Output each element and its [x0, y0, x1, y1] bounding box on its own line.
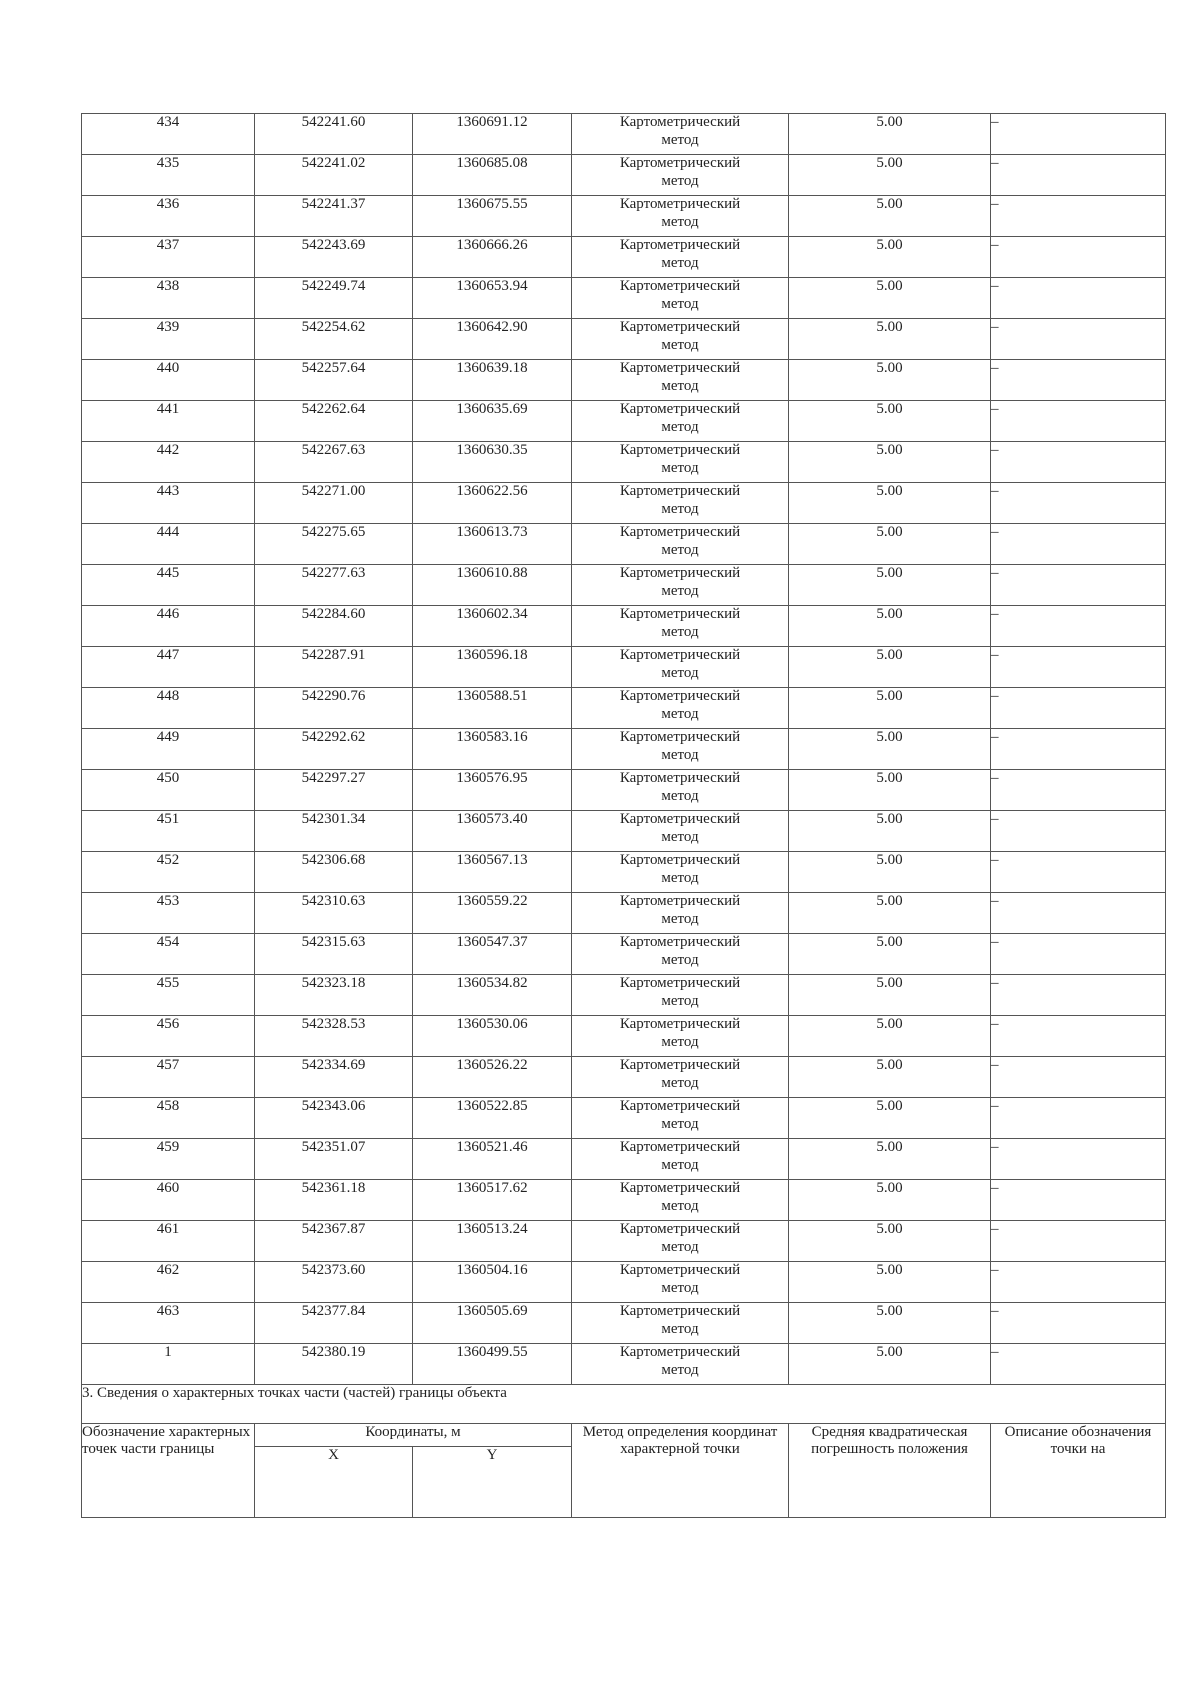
point-number-cell: 451	[82, 811, 255, 852]
header-row-1	[82, 1424, 1166, 1447]
method-text: Картометрический	[619, 852, 741, 868]
method-text: Картометрический	[619, 155, 741, 171]
table-row	[82, 1344, 1166, 1385]
method-text-continuation: метод	[661, 829, 699, 845]
method-text-continuation: метод	[661, 1198, 699, 1214]
table-row	[82, 770, 1166, 811]
method-text-continuation: метод	[661, 993, 699, 1009]
method-text: Картометрический	[619, 770, 741, 786]
table-row	[82, 319, 1166, 360]
description-cell: –	[991, 1139, 1166, 1180]
method-text: Картометрический	[619, 319, 741, 335]
table-row	[82, 360, 1166, 401]
point-number-cell: 458	[82, 1098, 255, 1139]
point-number-cell: 457	[82, 1057, 255, 1098]
x-coordinate-cell: 542277.63	[255, 565, 413, 606]
error-cell: 5.00	[789, 237, 991, 278]
table-row	[82, 196, 1166, 237]
y-coordinate-cell: 1360691.12	[413, 114, 572, 155]
description-cell: –	[991, 1057, 1166, 1098]
error-cell: 5.00	[789, 606, 991, 647]
table-row	[82, 1139, 1166, 1180]
description-cell: –	[991, 1221, 1166, 1262]
point-number-cell: 446	[82, 606, 255, 647]
method-text: Картометрический	[619, 647, 741, 663]
y-header: Y	[413, 1447, 572, 1518]
method-text: Картометрический	[619, 237, 741, 253]
point-number-cell: 441	[82, 401, 255, 442]
table-row	[82, 852, 1166, 893]
point-number-cell: 448	[82, 688, 255, 729]
method-text-continuation: метод	[661, 255, 699, 271]
method-cell	[572, 401, 789, 442]
method-cell	[572, 278, 789, 319]
method-cell	[572, 360, 789, 401]
description-cell: –	[991, 1016, 1166, 1057]
x-coordinate-cell: 542301.34	[255, 811, 413, 852]
method-cell	[572, 1180, 789, 1221]
table-row	[82, 1180, 1166, 1221]
table-row	[82, 278, 1166, 319]
y-coordinate-cell: 1360666.26	[413, 237, 572, 278]
x-coordinate-cell: 542243.69	[255, 237, 413, 278]
method-text: Картометрический	[619, 1016, 741, 1032]
section-title-row	[82, 1385, 1166, 1424]
y-coordinate-cell: 1360559.22	[413, 893, 572, 934]
y-coordinate-cell: 1360635.69	[413, 401, 572, 442]
error-cell: 5.00	[789, 524, 991, 565]
description-cell: –	[991, 524, 1166, 565]
error-cell: 5.00	[789, 729, 991, 770]
error-cell: 5.00	[789, 770, 991, 811]
coordinates-header: Координаты, м	[255, 1424, 572, 1447]
x-coordinate-cell: 542310.63	[255, 893, 413, 934]
x-coordinate-cell: 542249.74	[255, 278, 413, 319]
y-coordinate-cell: 1360583.16	[413, 729, 572, 770]
x-coordinate-cell: 542306.68	[255, 852, 413, 893]
point-number-cell: 439	[82, 319, 255, 360]
method-text: Картометрический	[619, 278, 741, 294]
y-coordinate-cell: 1360622.56	[413, 483, 572, 524]
y-coordinate-cell: 1360596.18	[413, 647, 572, 688]
x-coordinate-cell: 542361.18	[255, 1180, 413, 1221]
description-cell: –	[991, 852, 1166, 893]
x-coordinate-cell: 542323.18	[255, 975, 413, 1016]
error-cell: 5.00	[789, 1221, 991, 1262]
method-cell	[572, 1016, 789, 1057]
description-cell: –	[991, 483, 1166, 524]
point-number-cell: 463	[82, 1303, 255, 1344]
y-coordinate-cell: 1360653.94	[413, 278, 572, 319]
method-text-continuation: метод	[661, 337, 699, 353]
table-row	[82, 483, 1166, 524]
x-coordinate-cell: 542267.63	[255, 442, 413, 483]
y-coordinate-cell: 1360522.85	[413, 1098, 572, 1139]
point-number-cell: 438	[82, 278, 255, 319]
error-cell: 5.00	[789, 975, 991, 1016]
method-cell	[572, 319, 789, 360]
y-coordinate-cell: 1360504.16	[413, 1262, 572, 1303]
y-coordinate-cell: 1360505.69	[413, 1303, 572, 1344]
description-cell: –	[991, 196, 1166, 237]
point-number-cell: 456	[82, 1016, 255, 1057]
method-text: Картометрический	[619, 1303, 741, 1319]
method-text: Картометрический	[619, 524, 741, 540]
error-cell: 5.00	[789, 893, 991, 934]
point-number-cell: 447	[82, 647, 255, 688]
table-row	[82, 893, 1166, 934]
description-cell: –	[991, 647, 1166, 688]
y-coordinate-cell: 1360576.95	[413, 770, 572, 811]
section-title: 3. Сведения о характерных точках части (частей) границы объекта	[82, 1385, 1166, 1424]
error-cell: 5.00	[789, 360, 991, 401]
x-header: X	[255, 1447, 413, 1518]
method-text: Картометрический	[619, 1098, 741, 1114]
method-cell	[572, 1098, 789, 1139]
method-text: Картометрический	[619, 483, 741, 499]
method-text: Картометрический	[619, 975, 741, 991]
method-text-continuation: метод	[661, 1239, 699, 1255]
method-cell	[572, 1344, 789, 1385]
method-cell	[572, 647, 789, 688]
y-coordinate-cell: 1360534.82	[413, 975, 572, 1016]
error-cell: 5.00	[789, 196, 991, 237]
method-cell	[572, 606, 789, 647]
point-number-cell: 462	[82, 1262, 255, 1303]
error-cell: 5.00	[789, 114, 991, 155]
x-coordinate-cell: 542257.64	[255, 360, 413, 401]
y-coordinate-cell: 1360547.37	[413, 934, 572, 975]
description-cell: –	[991, 401, 1166, 442]
point-number-cell: 436	[82, 196, 255, 237]
error-cell: 5.00	[789, 319, 991, 360]
error-cell: 5.00	[789, 1057, 991, 1098]
y-coordinate-cell: 1360573.40	[413, 811, 572, 852]
method-text-continuation: метод	[661, 747, 699, 763]
y-coordinate-cell: 1360521.46	[413, 1139, 572, 1180]
error-cell: 5.00	[789, 565, 991, 606]
x-coordinate-cell: 542262.64	[255, 401, 413, 442]
method-text-continuation: метод	[661, 624, 699, 640]
method-text-continuation: метод	[661, 706, 699, 722]
error-cell: 5.00	[789, 442, 991, 483]
y-coordinate-cell: 1360567.13	[413, 852, 572, 893]
table-row	[82, 1221, 1166, 1262]
method-text: Картометрический	[619, 565, 741, 581]
method-text-continuation: метод	[661, 378, 699, 394]
description-cell: –	[991, 1344, 1166, 1385]
point-number-cell: 449	[82, 729, 255, 770]
error-cell: 5.00	[789, 1344, 991, 1385]
table-row	[82, 647, 1166, 688]
point-number-cell: 444	[82, 524, 255, 565]
method-text-continuation: метод	[661, 952, 699, 968]
table-row	[82, 114, 1166, 155]
table-row	[82, 975, 1166, 1016]
point-label-header: Обозначение характерных точек части границы	[82, 1424, 255, 1518]
method-cell	[572, 442, 789, 483]
y-coordinate-cell: 1360588.51	[413, 688, 572, 729]
method-text: Картометрический	[619, 1344, 741, 1360]
method-text: Картометрический	[619, 1221, 741, 1237]
x-coordinate-cell: 542241.02	[255, 155, 413, 196]
x-coordinate-cell: 542297.27	[255, 770, 413, 811]
x-coordinate-cell: 542351.07	[255, 1139, 413, 1180]
point-number-cell: 443	[82, 483, 255, 524]
error-cell: 5.00	[789, 1016, 991, 1057]
method-cell	[572, 1139, 789, 1180]
x-coordinate-cell: 542275.65	[255, 524, 413, 565]
method-text-continuation: метод	[661, 1280, 699, 1296]
x-coordinate-cell: 542373.60	[255, 1262, 413, 1303]
method-text: Картометрический	[619, 934, 741, 950]
x-coordinate-cell: 542292.62	[255, 729, 413, 770]
method-text-continuation: метод	[661, 1034, 699, 1050]
method-cell	[572, 483, 789, 524]
x-coordinate-cell: 542334.69	[255, 1057, 413, 1098]
point-number-cell: 450	[82, 770, 255, 811]
point-number-cell: 440	[82, 360, 255, 401]
point-number-cell: 1	[82, 1344, 255, 1385]
x-coordinate-cell: 542284.60	[255, 606, 413, 647]
description-cell: –	[991, 729, 1166, 770]
x-coordinate-cell: 542328.53	[255, 1016, 413, 1057]
description-cell: –	[991, 278, 1166, 319]
method-cell	[572, 114, 789, 155]
method-cell	[572, 1262, 789, 1303]
point-number-cell: 461	[82, 1221, 255, 1262]
method-cell	[572, 893, 789, 934]
method-header: Метод определения координат характерной точки	[572, 1424, 789, 1518]
point-number-cell: 434	[82, 114, 255, 155]
method-cell	[572, 770, 789, 811]
x-coordinate-cell: 542271.00	[255, 483, 413, 524]
point-number-cell: 455	[82, 975, 255, 1016]
y-coordinate-cell: 1360630.35	[413, 442, 572, 483]
method-cell	[572, 811, 789, 852]
description-cell: –	[991, 811, 1166, 852]
method-text: Картометрический	[619, 401, 741, 417]
table-row	[82, 524, 1166, 565]
description-cell: –	[991, 319, 1166, 360]
table-row	[82, 1057, 1166, 1098]
error-cell: 5.00	[789, 1262, 991, 1303]
method-cell	[572, 852, 789, 893]
x-coordinate-cell: 542377.84	[255, 1303, 413, 1344]
point-number-cell: 445	[82, 565, 255, 606]
x-coordinate-cell: 542287.91	[255, 647, 413, 688]
x-coordinate-cell: 542343.06	[255, 1098, 413, 1139]
method-text-continuation: метод	[661, 1362, 699, 1378]
y-coordinate-cell: 1360499.55	[413, 1344, 572, 1385]
table-row	[82, 401, 1166, 442]
error-cell: 5.00	[789, 852, 991, 893]
table-row	[82, 688, 1166, 729]
method-text-continuation: метод	[661, 1157, 699, 1173]
method-cell	[572, 934, 789, 975]
table-row	[82, 1016, 1166, 1057]
method-cell	[572, 975, 789, 1016]
coordinates-table	[81, 113, 1166, 1518]
method-text-continuation: метод	[661, 665, 699, 681]
method-text: Картометрический	[619, 688, 741, 704]
point-number-cell: 435	[82, 155, 255, 196]
y-coordinate-cell: 1360526.22	[413, 1057, 572, 1098]
method-text: Картометрический	[619, 1057, 741, 1073]
y-coordinate-cell: 1360639.18	[413, 360, 572, 401]
method-text-continuation: метод	[661, 173, 699, 189]
x-coordinate-cell: 542290.76	[255, 688, 413, 729]
point-number-cell: 437	[82, 237, 255, 278]
method-cell	[572, 1221, 789, 1262]
description-cell: –	[991, 155, 1166, 196]
method-text: Картометрический	[619, 1139, 741, 1155]
table-row	[82, 1303, 1166, 1344]
error-cell: 5.00	[789, 1180, 991, 1221]
table-body	[82, 114, 1166, 1385]
description-cell: –	[991, 1262, 1166, 1303]
y-coordinate-cell: 1360675.55	[413, 196, 572, 237]
error-cell: 5.00	[789, 647, 991, 688]
table-row	[82, 565, 1166, 606]
method-cell	[572, 688, 789, 729]
y-coordinate-cell: 1360517.62	[413, 1180, 572, 1221]
point-number-cell: 453	[82, 893, 255, 934]
method-text-continuation: метод	[661, 214, 699, 230]
description-cell: –	[991, 565, 1166, 606]
table-row	[82, 729, 1166, 770]
x-coordinate-cell: 542241.37	[255, 196, 413, 237]
method-cell	[572, 155, 789, 196]
method-text: Картометрический	[619, 729, 741, 745]
method-text-continuation: метод	[661, 542, 699, 558]
error-cell: 5.00	[789, 278, 991, 319]
method-cell	[572, 196, 789, 237]
x-coordinate-cell: 542380.19	[255, 1344, 413, 1385]
table-row	[82, 606, 1166, 647]
error-cell: 5.00	[789, 1303, 991, 1344]
x-coordinate-cell: 542254.62	[255, 319, 413, 360]
y-coordinate-cell: 1360685.08	[413, 155, 572, 196]
y-coordinate-cell: 1360602.34	[413, 606, 572, 647]
error-cell: 5.00	[789, 688, 991, 729]
method-text-continuation: метод	[661, 1321, 699, 1337]
description-header: Описание обозначения точки на	[991, 1424, 1166, 1518]
description-cell: –	[991, 975, 1166, 1016]
description-cell: –	[991, 1303, 1166, 1344]
method-cell	[572, 729, 789, 770]
y-coordinate-cell: 1360642.90	[413, 319, 572, 360]
description-cell: –	[991, 934, 1166, 975]
method-text-continuation: метод	[661, 870, 699, 886]
x-coordinate-cell: 542367.87	[255, 1221, 413, 1262]
table-row	[82, 442, 1166, 483]
point-number-cell: 459	[82, 1139, 255, 1180]
method-text-continuation: метод	[661, 460, 699, 476]
y-coordinate-cell: 1360613.73	[413, 524, 572, 565]
table-row	[82, 237, 1166, 278]
error-cell: 5.00	[789, 155, 991, 196]
method-text-continuation: метод	[661, 132, 699, 148]
method-text-continuation: метод	[661, 788, 699, 804]
method-text: Картометрический	[619, 811, 741, 827]
x-coordinate-cell: 542241.60	[255, 114, 413, 155]
method-text-continuation: метод	[661, 296, 699, 312]
y-coordinate-cell: 1360513.24	[413, 1221, 572, 1262]
error-cell: 5.00	[789, 1098, 991, 1139]
method-text: Картометрический	[619, 1262, 741, 1278]
description-cell: –	[991, 893, 1166, 934]
error-cell: 5.00	[789, 401, 991, 442]
method-text-continuation: метод	[661, 1116, 699, 1132]
method-text-continuation: метод	[661, 911, 699, 927]
description-cell: –	[991, 1098, 1166, 1139]
description-cell: –	[991, 1180, 1166, 1221]
point-number-cell: 454	[82, 934, 255, 975]
method-cell	[572, 565, 789, 606]
method-text: Картометрический	[619, 893, 741, 909]
method-text: Картометрический	[619, 360, 741, 376]
description-cell: –	[991, 114, 1166, 155]
table-row	[82, 1262, 1166, 1303]
method-text-continuation: метод	[661, 583, 699, 599]
method-text: Картометрический	[619, 196, 741, 212]
method-text-continuation: метод	[661, 1075, 699, 1091]
method-text: Картометрический	[619, 1180, 741, 1196]
method-text-continuation: метод	[661, 419, 699, 435]
method-text: Картометрический	[619, 606, 741, 622]
y-coordinate-cell: 1360530.06	[413, 1016, 572, 1057]
method-cell	[572, 524, 789, 565]
point-number-cell: 452	[82, 852, 255, 893]
error-header: Средняя квадратическая погрешность положения	[789, 1424, 991, 1518]
description-cell: –	[991, 770, 1166, 811]
y-coordinate-cell: 1360610.88	[413, 565, 572, 606]
section3-header	[82, 1385, 1166, 1518]
description-cell: –	[991, 442, 1166, 483]
method-text: Картометрический	[619, 114, 741, 130]
error-cell: 5.00	[789, 811, 991, 852]
table-row	[82, 1098, 1166, 1139]
error-cell: 5.00	[789, 1139, 991, 1180]
method-cell	[572, 1057, 789, 1098]
method-cell	[572, 1303, 789, 1344]
description-cell: –	[991, 606, 1166, 647]
method-text-continuation: метод	[661, 501, 699, 517]
method-cell	[572, 237, 789, 278]
table-row	[82, 811, 1166, 852]
point-number-cell: 460	[82, 1180, 255, 1221]
description-cell: –	[991, 237, 1166, 278]
error-cell: 5.00	[789, 483, 991, 524]
point-number-cell: 442	[82, 442, 255, 483]
x-coordinate-cell: 542315.63	[255, 934, 413, 975]
description-cell: –	[991, 360, 1166, 401]
description-cell: –	[991, 688, 1166, 729]
error-cell: 5.00	[789, 934, 991, 975]
table-row	[82, 934, 1166, 975]
method-text: Картометрический	[619, 442, 741, 458]
table-row	[82, 155, 1166, 196]
